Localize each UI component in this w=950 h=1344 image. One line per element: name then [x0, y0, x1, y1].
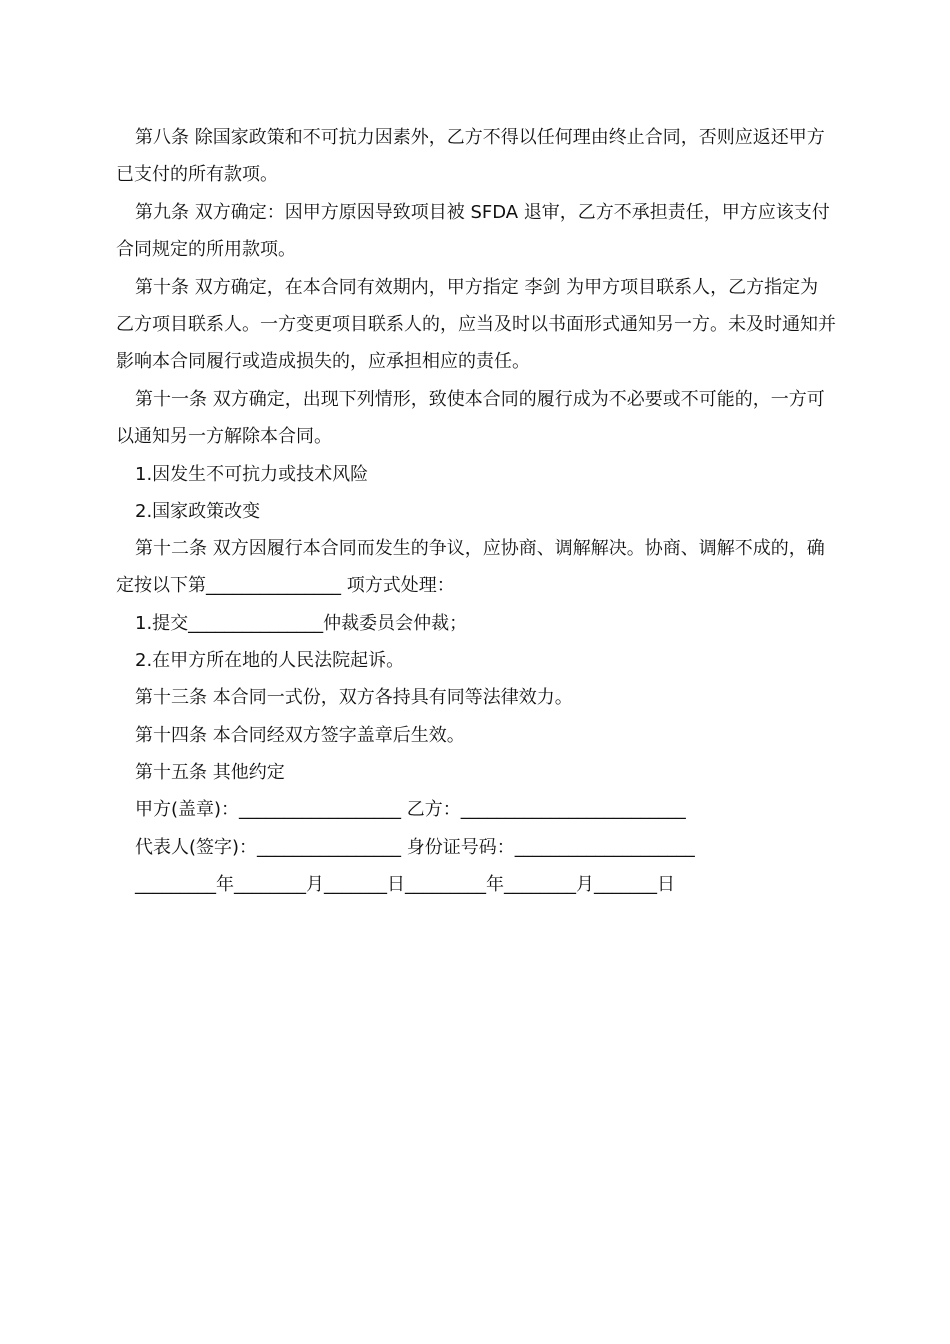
- article-8: 第八条 除国家政策和不可抗力因素外，乙方不得以任何理由终止合同，否则应返还甲方已支付的所有款项。: [116, 127, 825, 185]
- article-15: 第十五条 其他约定: [135, 762, 285, 783]
- article-11-item-1: 1.因发生不可抗力或技术风险: [135, 464, 369, 485]
- article-12: 第十二条 双方因履行本合同而发生的争议，应协商、调解解决。协商、调解不成的，确定按以下第_______________ 项方式处理：: [116, 538, 825, 596]
- article-11-item-2: 2.国家政策改变: [135, 501, 261, 522]
- article-9: 第九条 双方确定：因甲方原因导致项目被 SFDA 退审，乙方不承担责任，甲方应该支付合同规定的所用款项。: [116, 202, 830, 260]
- article-14: 第十四条 本合同经双方签字盖章后生效。: [135, 725, 465, 746]
- signature-party-line: 甲方(盖章)：__________________ 乙方：_________________________: [135, 799, 686, 820]
- signature-representative-line: 代表人(签字)：________________ 身份证号码：____________________: [135, 837, 695, 858]
- article-12-item-2: 2.在甲方所在地的人民法院起诉。: [135, 650, 405, 671]
- article-11: 第十一条 双方确定，出现下列情形，致使本合同的履行成为不必要或不可能的，一方可以通知另一方解除本合同。: [116, 389, 825, 447]
- article-10: 第十条 双方确定，在本合同有效期内，甲方指定 李剑 为甲方项目联系人，乙方指定为乙方项目联系人。一方变更项目联系人的，应当及时以书面形式通知另一方。未及时通知并影响本合同履行或造成损失的，应承担相应的责任。: [116, 277, 836, 372]
- article-13: 第十三条 本合同一式份，双方各持具有同等法律效力。: [135, 687, 573, 708]
- article-12-item-1: 1.提交_______________仲裁委员会仲裁；: [135, 613, 468, 634]
- signature-date-line: _________年________月_______日_________年________月_______日: [135, 874, 675, 895]
